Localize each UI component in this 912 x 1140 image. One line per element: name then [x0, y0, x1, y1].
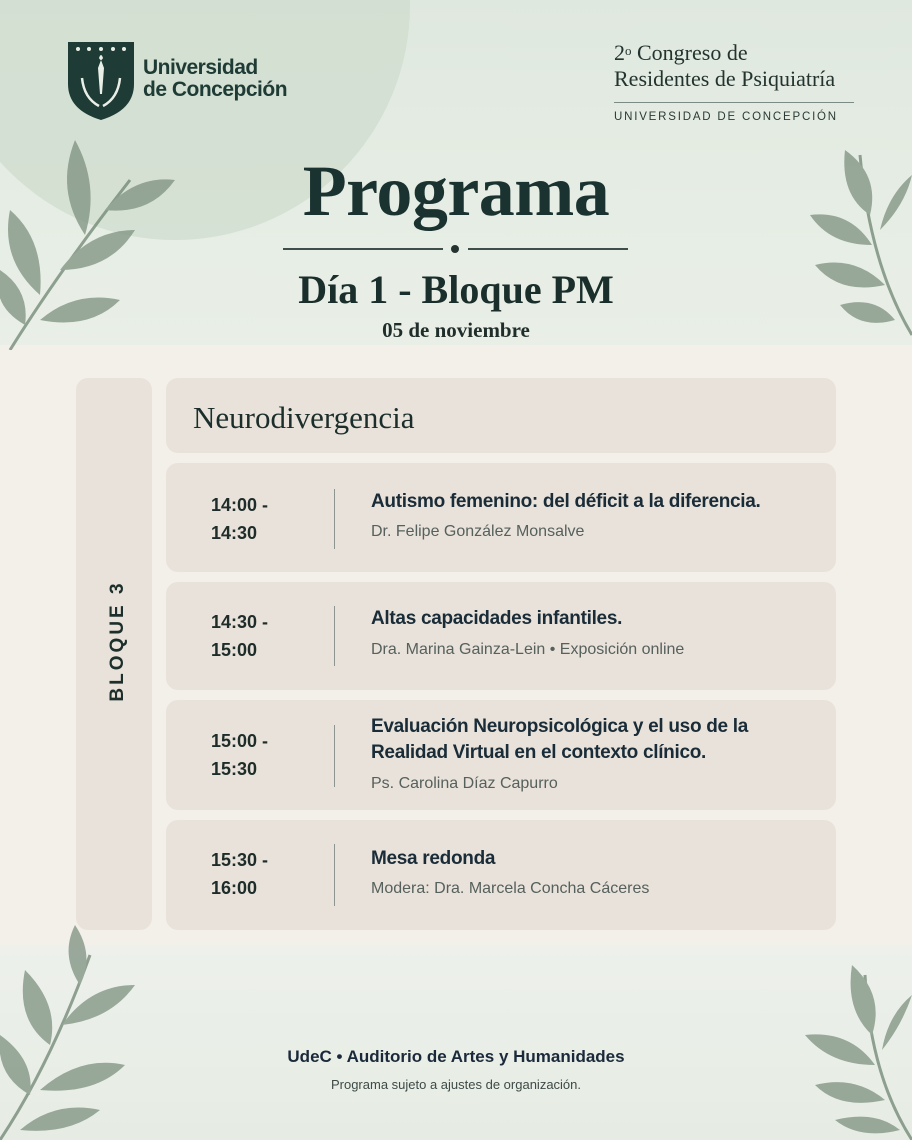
session-time: [211, 608, 268, 664]
session-card: [166, 820, 836, 930]
session-speaker: Dra. Marina Gainza-Lein • Exposición online: [371, 641, 685, 658]
footer-note: Programa sujeto a ajustes de organización.: [330, 1077, 582, 1092]
session-speaker: Dr. Felipe González Monsalve: [371, 523, 585, 540]
congress-line1: [614, 40, 859, 66]
session-card: [166, 700, 836, 810]
session-title: Autismo femenino: del déficit a la diferencia.: [371, 491, 761, 512]
session-time-start: 15:00 -: [211, 731, 269, 751]
congress-line3: UNIVERSIDAD DE CONCEPCIÓN: [614, 111, 838, 123]
congress-line2: Residentes de Psiquiatría: [614, 66, 836, 91]
session-title: [371, 714, 748, 766]
session-divider: [334, 844, 335, 906]
congress-ordinal: 2: [614, 40, 625, 65]
session-time-end: 16:00: [211, 878, 258, 898]
session-time-end: 14:30: [211, 523, 258, 543]
session-speaker: Modera: Dra. Marcela Concha Cáceres: [371, 880, 650, 897]
topic-title: Neurodivergencia: [193, 400, 415, 435]
event-date: 05 de noviembre: [382, 318, 530, 342]
title-rule-right: [468, 248, 628, 250]
session-time-start: 14:30 -: [211, 612, 269, 632]
session-time: [211, 727, 268, 783]
congress-ordinal-suffix: o: [625, 43, 632, 58]
session-title: Mesa redonda: [371, 848, 496, 869]
university-name-line2: de Concepción: [143, 78, 288, 101]
session-time-end: 15:30: [211, 759, 258, 779]
session-time-start: 14:00 -: [211, 495, 269, 515]
session-divider: [334, 489, 335, 549]
session-divider: [334, 606, 335, 666]
block-label: BLOQUE 3: [107, 580, 128, 702]
session-time-end: 15:00: [211, 640, 258, 660]
title-rule-left: [283, 248, 443, 250]
congress-title: [614, 40, 859, 123]
session-divider: [334, 725, 335, 787]
university-name-line1: Universidad: [143, 56, 258, 79]
page-subtitle: Día 1 - Bloque PM: [298, 267, 614, 312]
session-speaker: Ps. Carolina Díaz Capurro: [371, 775, 558, 792]
session-time-start: 15:30 -: [211, 850, 269, 870]
university-name: [143, 57, 287, 101]
session-time: [211, 491, 268, 547]
leaf-branch-icon: [0, 925, 170, 1140]
university-shield-logo: [66, 40, 136, 122]
page-title: Programa: [302, 151, 610, 231]
session-card: [166, 582, 836, 690]
congress-divider: [614, 102, 854, 103]
session-time: [211, 846, 268, 902]
topic-header-card: [166, 378, 836, 453]
session-card: [166, 463, 836, 572]
congress-line1-text: Congreso de: [637, 40, 748, 65]
title-rule-dot: [451, 245, 459, 253]
session-title-line1: Evaluación Neuropsicológica y el uso de la: [371, 716, 749, 737]
session-title: Altas capacidades infantiles.: [371, 608, 623, 629]
session-title-line2: Realidad Virtual en el contexto clínico.: [371, 742, 707, 763]
footer-venue: UdeC • Auditorio de Artes y Humanidades: [287, 1047, 625, 1066]
